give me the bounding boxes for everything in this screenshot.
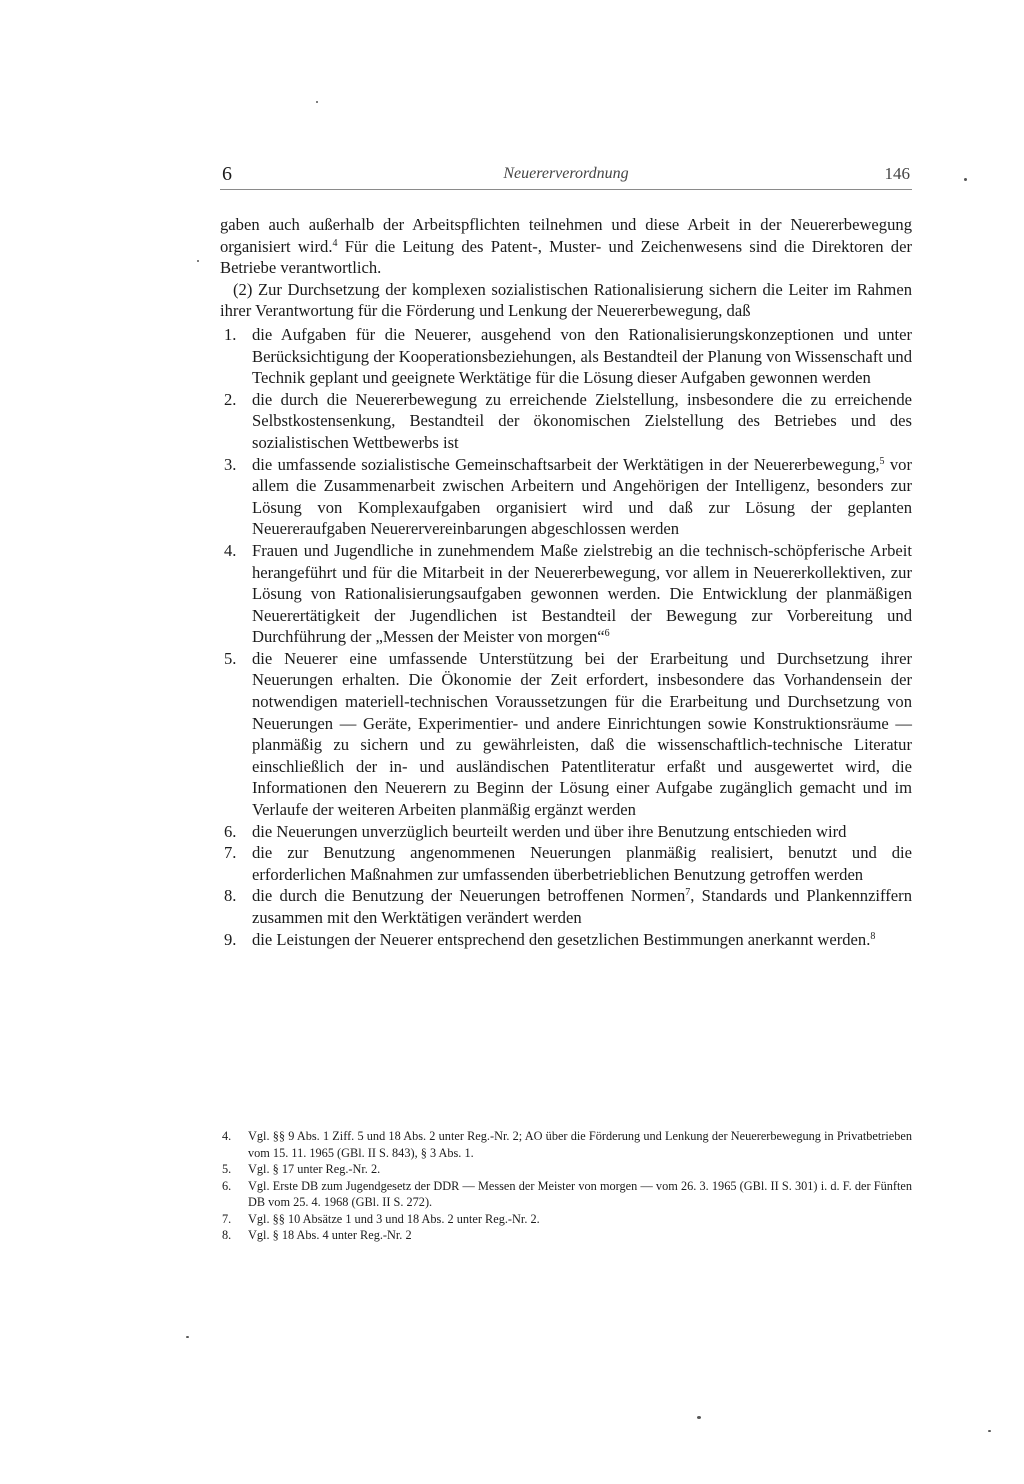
footnote-text: Vgl. §§ 10 Absätze 1 und 3 und 18 Abs. 2 unter Reg.-Nr. 2. [248,1211,540,1226]
footnote [220,1227,912,1244]
list-item [220,389,912,454]
item-text: die umfassende sozialistische Gemeinschaftsarbeit der Werktätigen in der Neuererbewegung, [252,454,880,474]
footnote [220,1211,912,1228]
paragraph-2: (2) Zur Durchsetzung der komplexen sozialistischen Rationalisierung sichern die Leiter im Rahmen ihrer Verantwortung für die Förderung und Lenkung der Neuererbewegung, daß [220,279,912,321]
scan-speck [964,178,967,181]
item-number: 3. [224,454,237,474]
footnotes [220,1128,912,1244]
item-text-after: vor allem die Zusammenarbeit zwischen Arbeitern und Angehörigen der Intelligenz, besonders zur Lösung von Komplexaufgaben organisiert wird und daß zur Lösung der geplanten Neuereraufgaben Neuerervereinbarungen abgeschlossen werden [252,454,912,539]
item-number: 5. [224,648,237,668]
item-text: Frauen und Jugendliche in zunehmendem Maße zielstrebig an die technisch-schöpferische Arbeit herangeführt und für die Mitarbeit in der Neuererbewegung, vor allem in Neuererkollektiven, zur Lösung von Rationalisierungsaufgaben gewonnen werden. Die Entwicklung der planmäßigen Neuerertätigkeit der Jugendlichen ist Bestandteil der Bewegung zur Vorbereitung und Durchführung der „Messen der Meister von morgen“ [252,540,912,647]
running-title: Neuererverordnung [503,165,629,182]
footnote-text: Vgl. § 18 Abs. 4 unter Reg.-Nr. 2 [248,1228,412,1242]
scan-speck [186,1336,189,1338]
item-number: 7. [224,843,237,863]
footnote-number: 4. [222,1129,232,1143]
item-number: 6. [224,821,237,841]
page-number: 146 [884,164,910,183]
list-item [220,540,912,648]
footnote-ref: 5 [879,455,885,467]
list-item [220,324,912,389]
item-text: die Aufgaben für die Neuerer, ausgehend von den Rationalisierungskonzeptionen und unter Berücksichtigung der Kooperationsbeziehungen, als Bestandteil der Planung von Wissenschaft und Technik geplant und geeignete Werktätige für die Lösung dieser Aufgaben gewonnen werden [252,324,912,388]
chapter-number: 6 [222,163,232,185]
item-text: die Neuerungen unverzüglich beurteilt werden und über ihre Benutzung entschieden wird [252,821,847,841]
item-number: 9. [224,929,237,949]
scan-speck [197,260,199,262]
list-item [220,885,912,928]
item-text: die Neuerer eine umfassende Unterstützung bei der Erarbeitung und Durchsetzung ihrer Neuerungen erhalten. Die Ökonomie der Zeit erfordert, insbesondere das Vorhandensein der notwendigen materiell-technischen Voraussetzungen für die Erarbeitung und Durchsetzung von Neuerungen — Geräte, Experimentier- und andere Einrichtungen sowie Konstruktionsräume — planmäßig zu sichern und zu gewährleisten, daß die wissenschaftlich-technische Literatur einschließlich der in- und ausländischen Patentliteratur erfaßt und ausgewertet wird, die Informationen den Neuerern zu Beginn der Lösung einer Aufgabe zugänglich gemacht und im Verlaufe der weiteren Arbeiten planmäßig ergänzt werden [252,648,912,820]
scan-speck [316,101,318,103]
list-item [220,842,912,885]
footnote [220,1128,912,1161]
list-item [220,454,912,540]
footnote-text: Vgl. §§ 9 Abs. 1 Ziff. 5 und 18 Abs. 2 unter Reg.-Nr. 2; AO über die Förderung und Lenkung der Neuererbewegung in Privatbetrieben vom 15. 11. 1965 (GBl. II S. 843), § 3 Abs. 1. [248,1129,912,1160]
item-number: 4. [224,540,237,560]
scan-speck [988,1430,991,1432]
intro-paragraph [220,214,912,279]
item-text: die durch die Neuererbewegung zu erreichende Zielstellung, insbesondere die zu erreichende Selbstkostensenkung, Bestandteil der ökonomischen Zielstellung des Betriebes und des sozialistischen Wettbewerbs ist [252,389,912,452]
footnote [220,1161,912,1178]
footnote-ref: 4 [332,237,338,249]
list-item [220,929,912,951]
footnote-number: 8. [222,1228,232,1242]
footnote-ref: 7 [685,887,691,899]
footnote-number: 5. [222,1162,232,1176]
main-text [220,214,912,950]
footnote-number: 6. [222,1178,232,1193]
footnote-ref: 8 [870,930,876,942]
scan-speck [697,1416,701,1419]
item-text: die durch die Benutzung der Neuerungen betroffenen Normen [252,886,686,906]
enumerated-list [220,324,912,950]
footnote-ref: 6 [604,628,610,640]
intro-text-after: Für die Leitung des Patent-, Muster- und Zeichenwesens sind die Direktoren der Betriebe verantwortlich. [220,236,912,278]
item-number: 8. [224,886,237,906]
item-text: die Leistungen der Neuerer entsprechend den gesetzlichen Bestimmungen anerkannt werden. [252,929,871,949]
footnote-text: Vgl. § 17 unter Reg.-Nr. 2. [248,1162,381,1176]
list-item [220,821,912,843]
running-header [220,163,912,190]
item-text-after: , Standards und Plankennziffern zusammen mit den Werktätigen verändert werden [252,886,912,927]
footnote [220,1178,912,1211]
intro-text: gaben auch außerhalb der Arbeitspflichten teilnehmen und diese Arbeit in der Neuererbewegung organisiert wird. [220,215,912,256]
footnote-number: 7. [222,1211,232,1226]
list-item [220,648,912,821]
item-number: 2. [224,389,237,409]
item-number: 1. [224,324,237,344]
item-text: die zur Benutzung angenommenen Neuerungen planmäßig realisiert, benutzt und die erforderlichen Maßnahmen zur umfassenden überbetrieblichen Benutzung getroffen werden [252,843,912,884]
footnote-text: Vgl. Erste DB zum Jugendgesetz der DDR — Messen der Meister von morgen — vom 26. 3. 1965 (GBl. II S. 301) i. d. F. der Fünften DB vom 25. 4. 1968 (GBl. II S. 272). [248,1178,912,1209]
